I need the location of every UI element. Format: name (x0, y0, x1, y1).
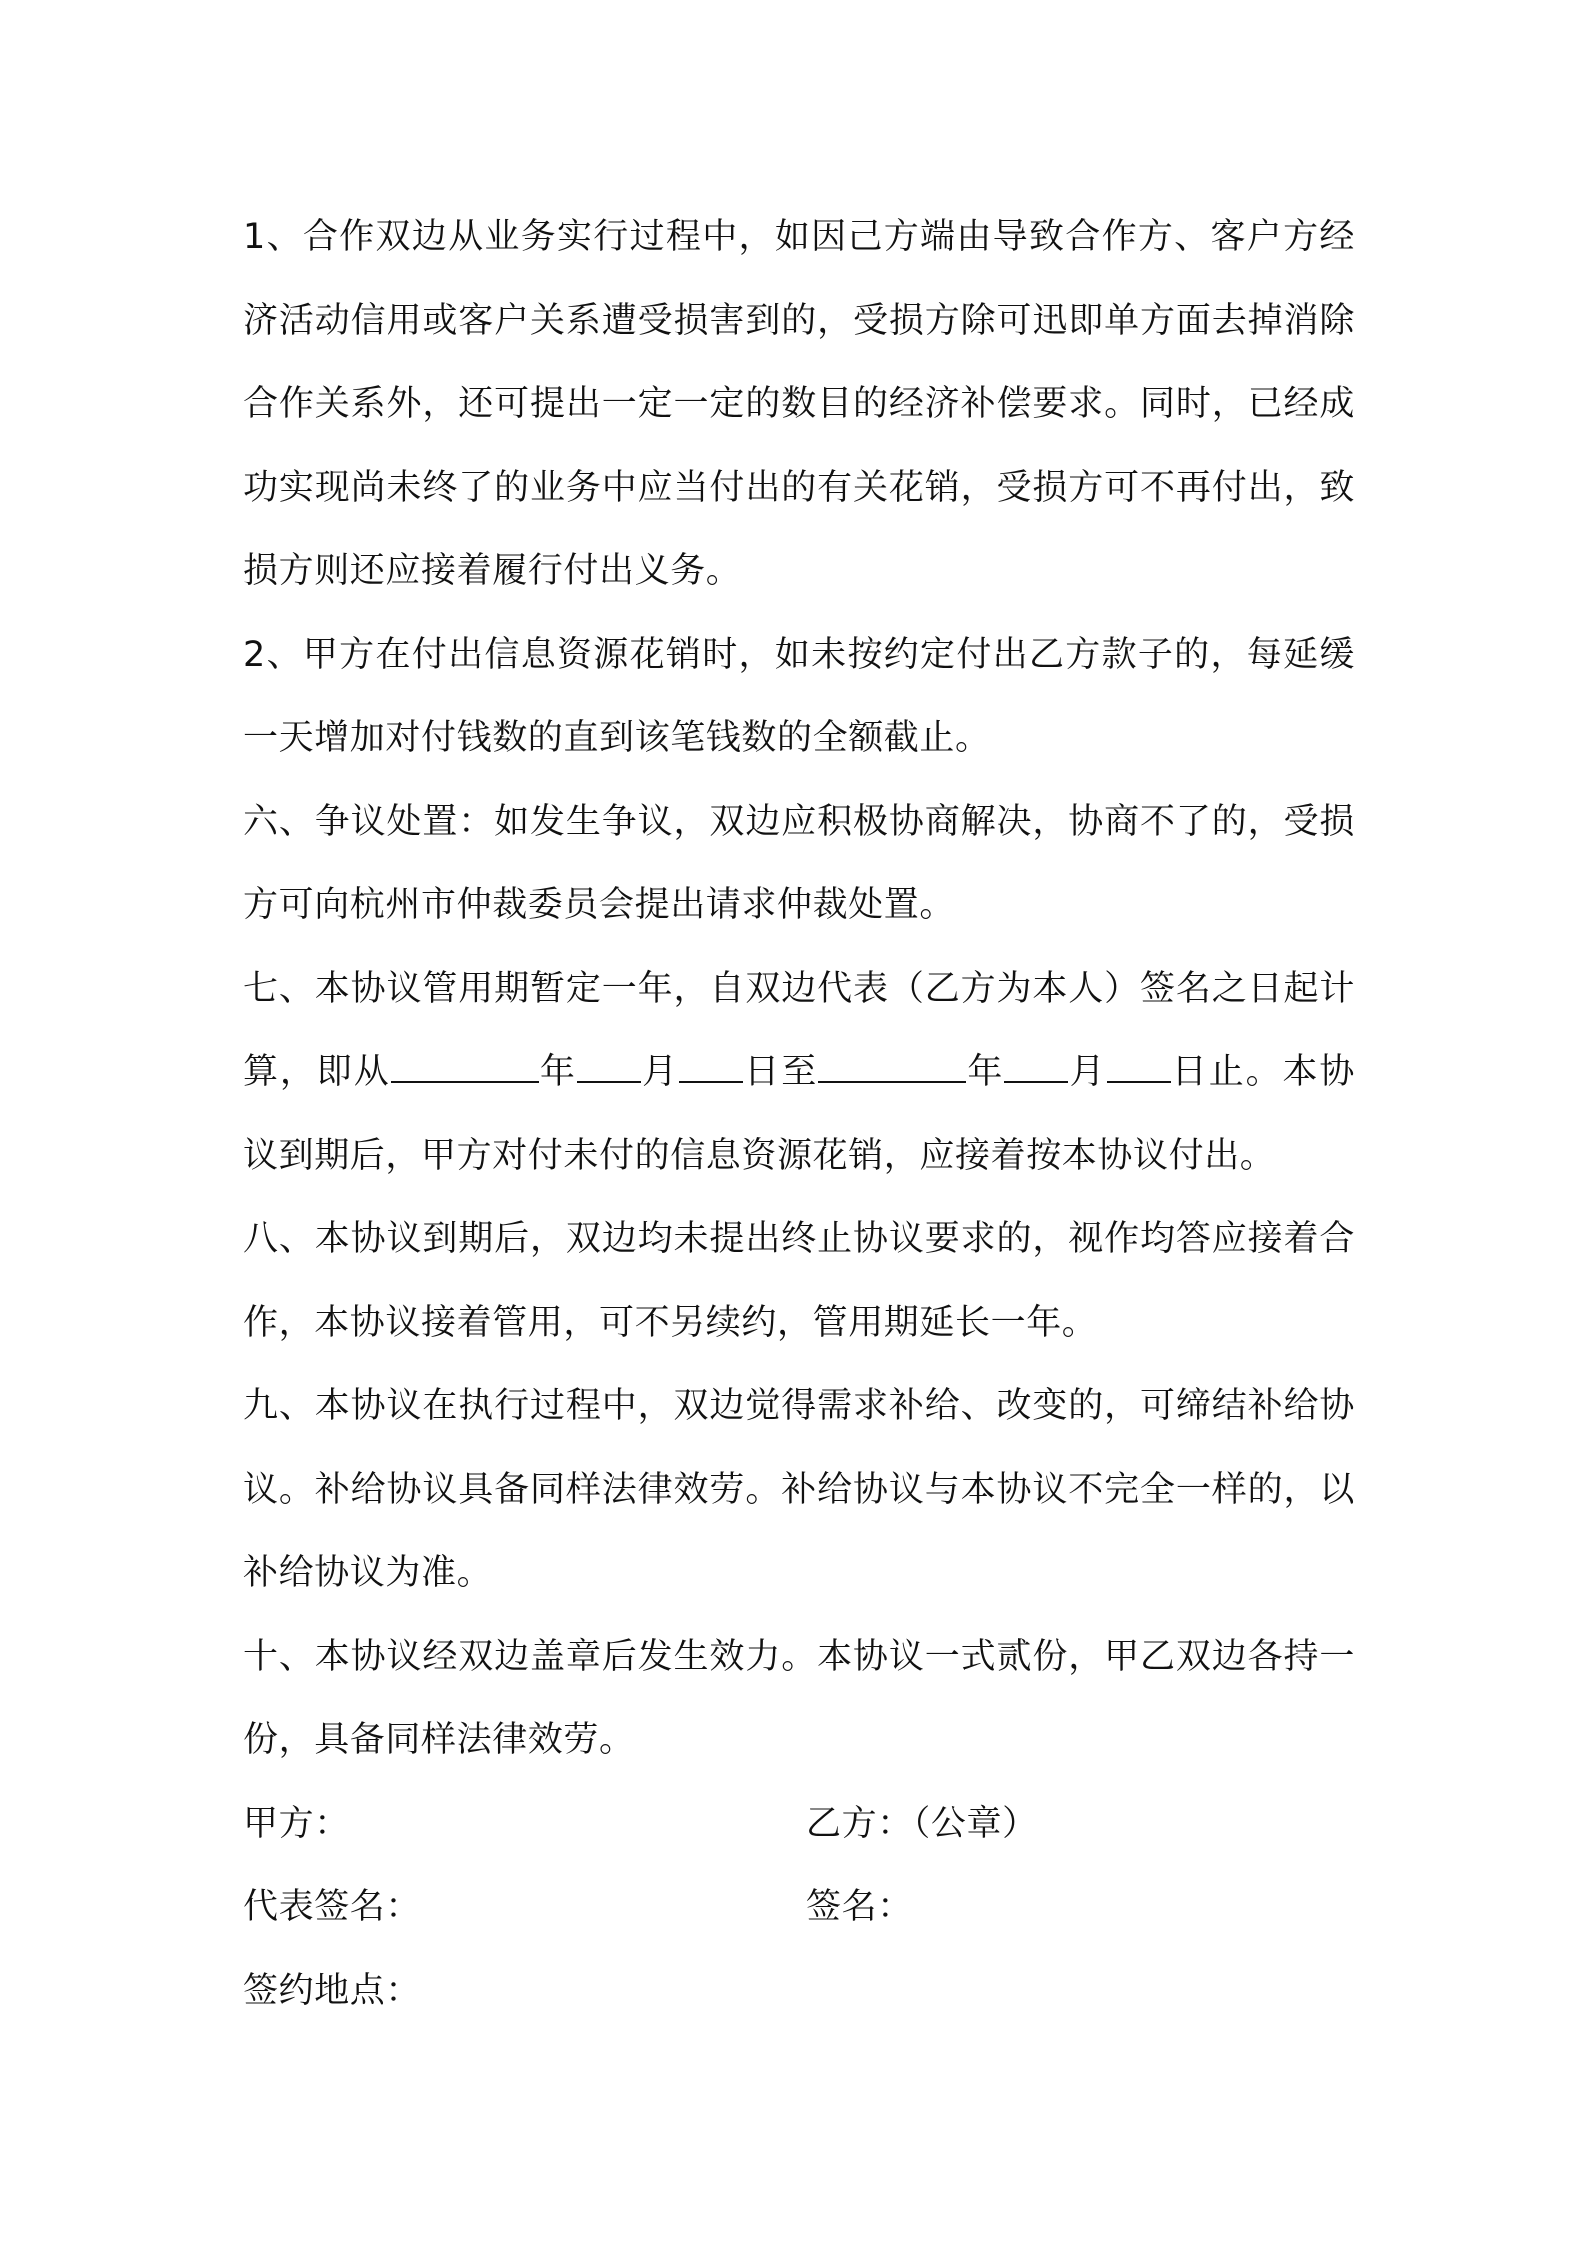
term-intro-text: 七、本协议管用期暂定一年，自双边代表（乙方为本人）签名之日起计算，即从 (243, 968, 1355, 1092)
clause-term-paragraph (243, 948, 1355, 1199)
start-month-blank[interactable] (577, 1051, 641, 1083)
signature-row-parties (243, 1783, 1355, 1867)
clause-dispute-paragraph: 六、争议处置：如发生争议，双边应积极协商解决，协商不了的，受损方可向杭州市仲裁委员会提出请求仲裁处置。 (243, 801, 1355, 925)
party-b-label: 乙方：（公章） (806, 1803, 1038, 1844)
signature-block (243, 1783, 1355, 2034)
signing-place-label: 签约地点： (243, 1970, 422, 2011)
clause-1-paragraph: 1、合作双边从业务实行过程中，如因己方端由导致合作方、客户方经济活动信用或客户关系遭受损害到的，受损方除可迅即单方面去掉消除合作关系外，还可提出一定一定的数目的经济补偿要求。同时，已经成功实现尚未终了的业务中应当付出的有关花销，受损方可不再付出，致损方则还应接着履行付出义务。 (243, 217, 1355, 591)
signature-row-place (243, 1950, 1355, 2034)
clause-8-paragraph: 八、本协议到期后，双边均未提出终止协议要求的，视作均答应接着合作，本协议接着管用，可不另续约，管用期延长一年。 (243, 1219, 1355, 1343)
term-day-to-label: 日至 (743, 1052, 819, 1092)
clause-10-paragraph: 十、本协议经双边盖章后发生效力。本协议一式贰份，甲乙双边各持一份，具备同样法律效劳。 (243, 1636, 1355, 1760)
term-month2-label: 月 (1068, 1052, 1107, 1092)
party-a-label: 甲方： (243, 1803, 350, 1844)
end-day-blank[interactable] (1107, 1051, 1171, 1083)
clause-9-paragraph: 九、本协议在执行过程中，双边觉得需求补给、改变的，可缔结补给协议。补给协议具备同样法律效劳。补给协议与本协议不完全一样的，以补给协议为准。 (243, 1386, 1355, 1593)
end-month-blank[interactable] (1004, 1051, 1068, 1083)
rep-signature-label: 代表签名： (243, 1887, 422, 1927)
term-year2-label: 年 (966, 1052, 1005, 1092)
start-year-blank[interactable] (391, 1051, 539, 1083)
start-day-blank[interactable] (679, 1051, 743, 1083)
end-year-blank[interactable] (818, 1051, 966, 1083)
signature-row-names (243, 1866, 1355, 1950)
term-day-end-label: 日止。 (1170, 1052, 1283, 1092)
document-body (243, 196, 1355, 2033)
signature-label: 签名： (806, 1887, 913, 1927)
term-tail-text: 本协议到期后，甲方对付未付的信息资源花销，应接着按本协议付出。 (243, 1052, 1355, 1176)
clause-2-paragraph: 2、甲方在付出信息资源花销时，如未按约定付出乙方款子的，每延缓一天增加对付钱数的直到该笔钱数的全额截止。 (243, 634, 1355, 758)
term-year-label: 年 (538, 1052, 577, 1092)
term-month-label: 月 (640, 1052, 679, 1092)
